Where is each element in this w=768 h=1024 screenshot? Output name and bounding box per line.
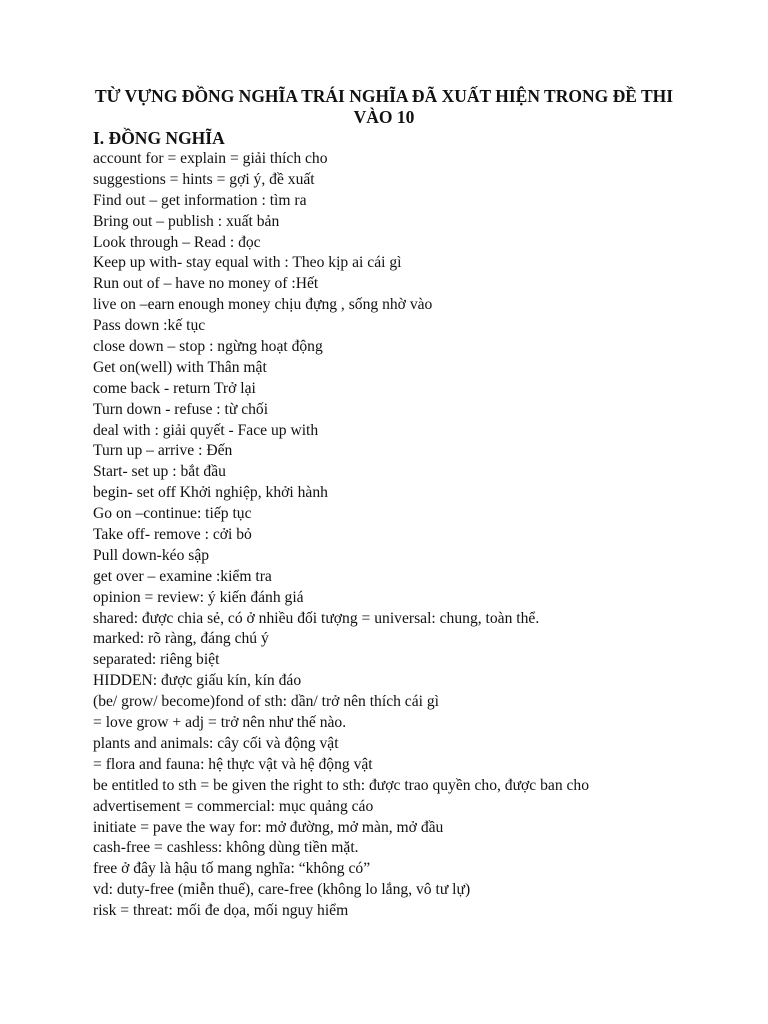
vocabulary-line: cash-free = cashless: không dùng tiền mặt.	[93, 839, 359, 857]
vocabulary-line: Pull down-kéo sập	[93, 546, 210, 564]
vocabulary-line: initiate = pave the way for: mở đường, mở màn, mở đầu	[93, 818, 444, 836]
vocabulary-line: opinion = review: ý kiến đánh giá	[93, 588, 304, 606]
vocabulary-line: Start- set up : bắt đầu	[93, 463, 226, 481]
vocabulary-line: Go on –continue: tiếp tục	[93, 505, 252, 523]
title-line-1: TỪ VỰNG ĐỒNG NGHĨA TRÁI NGHĨA ĐÃ XUẤT HIỆN TRONG ĐỀ THI	[94, 86, 674, 106]
vocabulary-line: = love grow + adj = trở nên như thế nào.	[93, 714, 347, 732]
vocabulary-line: Turn down - refuse : từ chối	[93, 400, 269, 418]
vocabulary-line: Look through – Read : đọc	[93, 233, 261, 251]
vocabulary-line: vd: duty-free (miễn thuế), care-free (không lo lắng, vô tư lự)	[93, 881, 471, 899]
vocabulary-line: Pass down :kế tục	[93, 317, 206, 335]
vocabulary-line: Bring out – publish : xuất bản	[93, 212, 280, 230]
vocabulary-line: shared: được chia sẻ, có ở nhiều đối tượng = universal: chung, toàn thể.	[93, 609, 540, 627]
vocabulary-line: Run out of – have no money of :Hết	[93, 275, 319, 293]
vocabulary-line: HIDDEN: được giấu kín, kín đáo	[93, 672, 302, 690]
vocabulary-line: risk = threat: mối đe dọa, mối nguy hiểm	[93, 902, 349, 920]
vocabulary-line: separated: riêng biệt	[93, 651, 220, 669]
vocabulary-line: get over – examine :kiểm tra	[93, 567, 272, 585]
title-line-2: VÀO 10	[353, 107, 415, 127]
vocabulary-line: Get on(well) with Thân mật	[93, 358, 267, 376]
vocabulary-line: plants and animals: cây cối và động vật	[93, 734, 339, 752]
vocabulary-line: suggestions = hints = gợi ý, đề xuất	[93, 170, 315, 188]
vocabulary-line: Keep up with- stay equal with : Theo kịp ai cái gì	[93, 254, 402, 272]
section-heading-synonyms: I. ĐỒNG NGHĨA	[93, 128, 225, 148]
vocabulary-line: be entitled to sth = be given the right to sth: được trao quyền cho, được ban cho	[93, 776, 590, 794]
vocabulary-line: close down – stop : ngừng hoạt động	[93, 338, 323, 356]
vocabulary-line: live on –earn enough money chịu đựng , sống nhờ vào	[93, 296, 433, 314]
vocabulary-line: (be/ grow/ become)fond of sth: dần/ trở nên thích cái gì	[93, 693, 440, 711]
vocabulary-line: advertisement = commercial: mục quảng cáo	[93, 797, 374, 815]
vocabulary-line: = flora and fauna: hệ thực vật và hệ động vật	[93, 755, 373, 773]
vocabulary-line: free ở đây là hậu tố mang nghĩa: “không có”	[93, 860, 371, 878]
vocabulary-line: come back - return Trở lại	[93, 379, 256, 397]
vocabulary-line: deal with : giải quyết - Face up with	[93, 421, 319, 439]
vocabulary-line: Take off- remove : cởi bỏ	[93, 526, 252, 544]
vocabulary-line: begin- set off Khởi nghiệp, khởi hành	[93, 484, 328, 502]
vocabulary-list	[93, 149, 733, 922]
vocabulary-line: account for = explain = giải thích cho	[93, 150, 328, 167]
vocabulary-line: Turn up – arrive : Đến	[93, 442, 233, 460]
vocabulary-line: marked: rõ ràng, đáng chú ý	[93, 630, 269, 648]
vocabulary-line: Find out – get information : tìm ra	[93, 191, 307, 209]
document-title	[60, 86, 708, 128]
